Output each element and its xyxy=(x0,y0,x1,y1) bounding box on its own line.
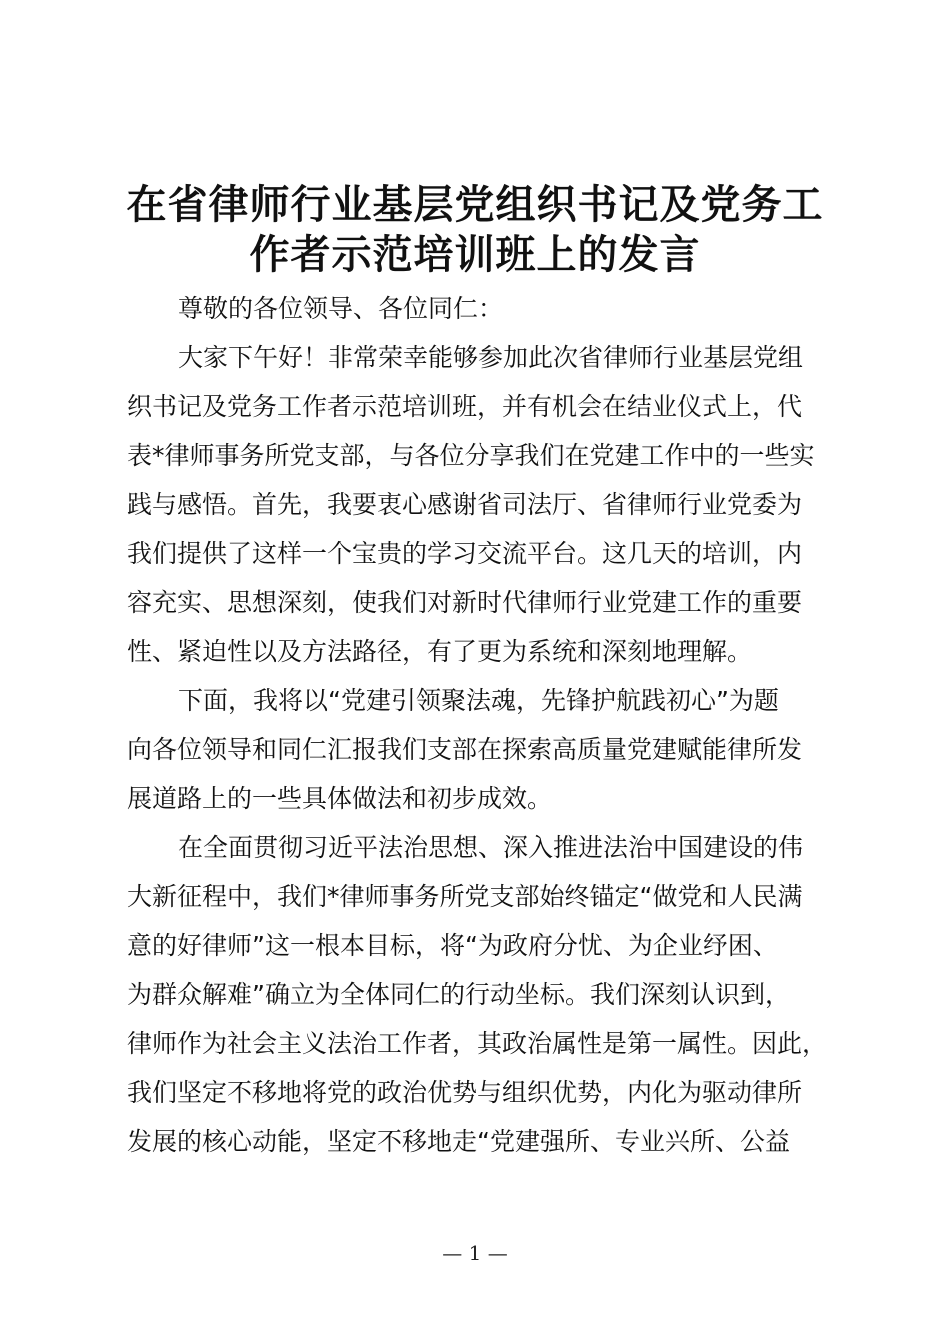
paragraph-3-line: 大新征程中，我们*律师事务所党支部始终锚定“做党和人民满 xyxy=(127,882,803,911)
title-line-1: 在省律师行业基层党组织书记及党务工 xyxy=(126,182,824,228)
paragraph-3-line: 为群众解难”确立为全体同仁的行动坐标。我们深刻认识到， xyxy=(127,980,790,1009)
paragraph-1-line: 性、紧迫性以及方法路径，有了更为系统和深刻地理解。 xyxy=(127,637,753,666)
paragraph-3-line: 律师作为社会主义法治工作者，其政治属性是第一属性。因此， xyxy=(127,1029,828,1058)
paragraph-1-line: 表*律师事务所党支部，与各位分享我们在党建工作中的一些实 xyxy=(127,441,815,470)
paragraph-1-line: 我们提供了这样一个宝贵的学习交流平台。这几天的培训，内 xyxy=(127,539,803,568)
paragraph-1-line: 践与感悟。首先，我要衷心感谢省司法厅、省律师行业党委为 xyxy=(127,490,803,519)
paragraph-2-line: 下面，我将以“党建引领聚法魂，先锋护航践初心”为题 xyxy=(178,686,779,715)
paragraph-1-line: 容充实、思想深刻，使我们对新时代律师行业党建工作的重要 xyxy=(127,588,803,617)
paragraph-3-line: 意的好律师”这一根本目标，将“为政府分忧、为企业纾困、 xyxy=(127,931,778,960)
paragraph-1-line: 大家下午好！非常荣幸能够参加此次省律师行业基层党组 xyxy=(178,343,804,372)
salutation-text: 尊敬的各位领导、各位同仁： xyxy=(178,294,504,323)
paragraph-3-line: 我们坚定不移地将党的政治优势与组织优势，内化为驱动律所 xyxy=(127,1078,803,1107)
page-number: — 1 — xyxy=(442,1241,508,1265)
paragraph-1 xyxy=(127,333,835,676)
salutation xyxy=(127,284,835,333)
paragraph-3-line: 发展的核心动能，坚定不移地走“党建强所、专业兴所、公益 xyxy=(127,1127,790,1156)
paragraph-2-line: 向各位领导和同仁汇报我们支部在探索高质量党建赋能律所发 xyxy=(127,735,803,764)
document-body xyxy=(127,284,835,1166)
title-line-2: 作者示范培训班上的发言 xyxy=(249,232,701,278)
paragraph-2 xyxy=(127,676,835,823)
paragraph-2-line: 展道路上的一些具体做法和初步成效。 xyxy=(127,784,553,813)
paragraph-1-line: 织书记及党务工作者示范培训班，并有机会在结业仪式上，代 xyxy=(127,392,803,421)
document-title xyxy=(110,180,840,280)
paragraph-3-line: 在全面贯彻习近平法治思想、深入推进法治中国建设的伟 xyxy=(178,833,804,862)
paragraph-3 xyxy=(127,823,835,1166)
